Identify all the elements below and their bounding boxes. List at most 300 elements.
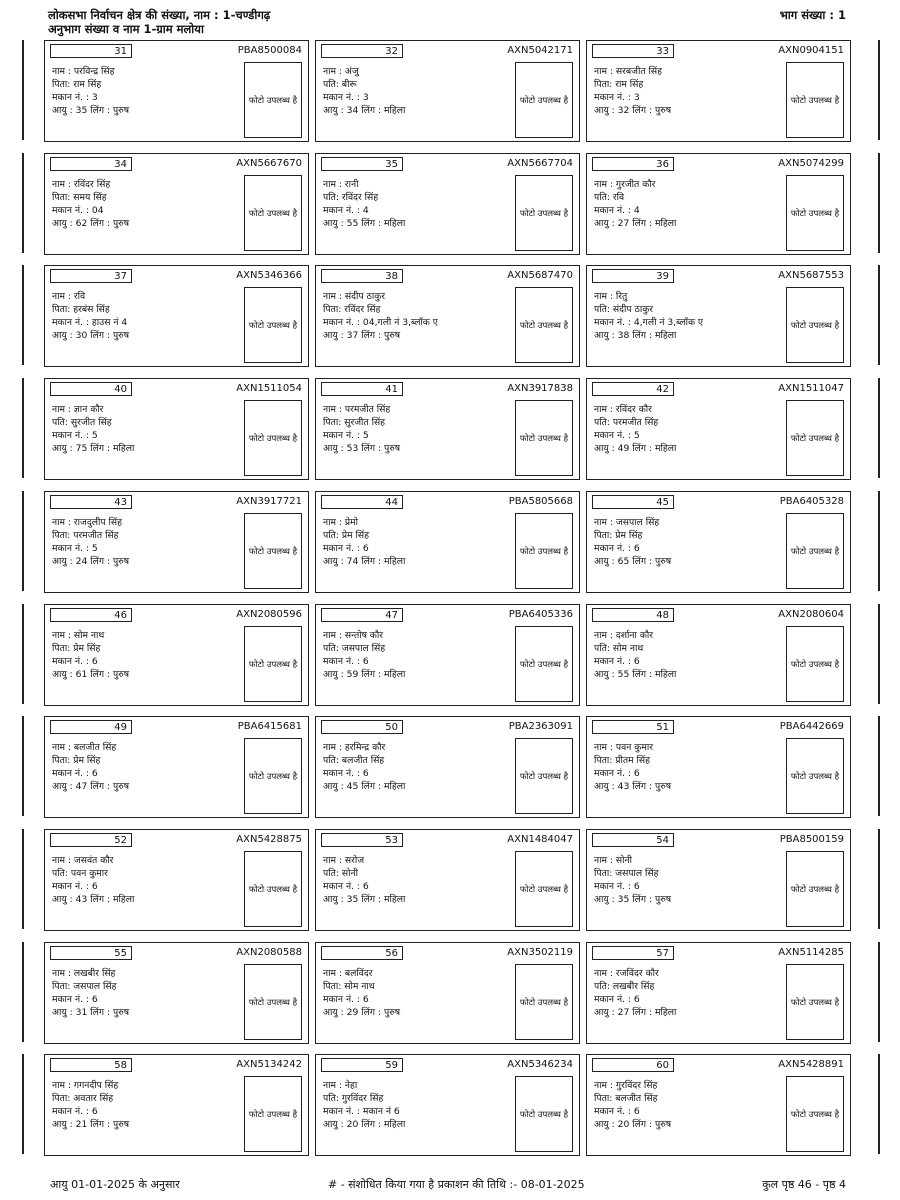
- voter-details: [594, 65, 671, 117]
- voter-name: राजदुलीप सिंह: [73, 517, 122, 528]
- relative-name: बीरू: [341, 79, 357, 90]
- age-gender-line: आयु : 34 लिंग : महिला: [323, 105, 406, 116]
- gender: पुरुष: [113, 669, 130, 680]
- age: 62: [75, 218, 88, 229]
- row-edge-mark: [878, 153, 880, 253]
- relation-type: पिता: [52, 643, 68, 654]
- serial-number: 57: [592, 946, 674, 960]
- gender: पुरुष: [655, 1119, 672, 1130]
- age-gender-line: आयु : 43 लिंग : पुरुष: [594, 781, 672, 792]
- voter-name-line: नाम : गुरविंदर सिंह: [594, 1080, 658, 1091]
- age-gender-line: आयु : 32 लिंग : पुरुष: [594, 105, 672, 116]
- house-line: मकान नं. : 6: [52, 881, 98, 892]
- serial-number: 53: [321, 833, 403, 847]
- relative-name: सोम नाथ: [612, 643, 644, 654]
- voter-name-line: नाम : बलजीत सिंह: [52, 742, 117, 753]
- house-number: 6: [91, 1106, 98, 1117]
- age: 35: [617, 894, 630, 905]
- relation-type: पिता: [594, 530, 610, 541]
- photo-placeholder: फोटो उपलब्ध है: [244, 964, 302, 1040]
- voter-card: [586, 491, 851, 593]
- relation-type: पति: [52, 868, 65, 879]
- voter-details: [323, 1079, 405, 1131]
- voter-card: [586, 716, 851, 818]
- relation-type: पति: [594, 981, 607, 992]
- relative-name: सुरजीत सिंह: [70, 417, 112, 428]
- house-line: मकान नं. : 6: [323, 543, 369, 554]
- epic-number: PBA6405336: [508, 609, 573, 620]
- voter-details: [52, 178, 129, 230]
- house-number: 6: [633, 881, 640, 892]
- relative-name: प्रेम सिंह: [73, 643, 101, 654]
- row-edge-mark: [22, 716, 24, 816]
- voter-name: दर्शाना कौर: [615, 630, 654, 641]
- photo-placeholder: फोटो उपलब्ध है: [244, 400, 302, 476]
- relative-line: पति: परमजीत सिंह: [594, 417, 659, 428]
- row-edge-mark: [22, 942, 24, 1042]
- voter-name: रानी: [344, 179, 359, 190]
- relative-line: पिता: जसपाल सिंह: [52, 981, 117, 992]
- photo-placeholder: फोटो उपलब्ध है: [515, 400, 573, 476]
- voter-details: [323, 629, 405, 681]
- voter-details: [52, 967, 129, 1019]
- relative-name: जसपाल सिंह: [73, 981, 117, 992]
- age: 55: [617, 669, 630, 680]
- section-title: अनुभाग संख्या व नाम 1-ग्राम मलोया: [48, 22, 204, 36]
- photo-placeholder: फोटो उपलब्ध है: [244, 851, 302, 927]
- voter-name: पवन कुमार: [615, 742, 653, 753]
- age: 27: [617, 218, 630, 229]
- house-line: मकान नं. : 04,गली नं 3,ब्लॉक ए: [323, 317, 438, 328]
- voter-name-line: नाम : गुरजीत कौर: [594, 179, 656, 190]
- voter-name-line: नाम : रविंदर सिंह: [52, 179, 111, 190]
- relation-type: पति: [52, 417, 65, 428]
- house-number: 3: [633, 92, 640, 103]
- house-line: मकान नं. : 6: [594, 994, 640, 1005]
- house-number: 6: [362, 543, 369, 554]
- serial-number: 33: [592, 44, 674, 58]
- epic-number: AXN5687470: [507, 270, 573, 281]
- voter-details: [594, 1079, 671, 1131]
- voter-details: [323, 967, 400, 1019]
- house-line: मकान नं. : 04: [52, 205, 104, 216]
- voter-card: [44, 604, 309, 706]
- epic-number: AXN5134242: [236, 1059, 302, 1070]
- voter-name-line: नाम : रजविंदर कौर: [594, 968, 659, 979]
- age-gender-line: आयु : 43 लिंग : महिला: [52, 894, 135, 905]
- voter-details: [52, 290, 129, 342]
- relation-type: पिता: [52, 1093, 68, 1104]
- voter-card: [586, 1054, 851, 1156]
- house-number: 6: [633, 994, 640, 1005]
- gender: महिला: [384, 105, 406, 116]
- age-gender-line: आयु : 61 लिंग : पुरुष: [52, 669, 130, 680]
- relative-line: पति: सुरजीत सिंह: [52, 417, 112, 428]
- photo-placeholder: फोटो उपलब्ध है: [244, 1076, 302, 1152]
- revision-note: # - संशोधित किया गया है प्रकाशन की तिथि :- 08-01-2025: [328, 1178, 585, 1191]
- relation-type: पिता: [594, 868, 610, 879]
- voter-card: [315, 942, 580, 1044]
- photo-placeholder: फोटो उपलब्ध है: [515, 626, 573, 702]
- voter-details: [594, 178, 676, 230]
- relation-type: पिता: [323, 417, 339, 428]
- row-edge-mark: [878, 265, 880, 365]
- age: 61: [75, 669, 88, 680]
- relation-type: पति: [323, 643, 336, 654]
- serial-number: 58: [50, 1058, 132, 1072]
- voter-name-line: नाम : परविन्द्र सिंह: [52, 66, 115, 77]
- photo-placeholder: फोटो उपलब्ध है: [515, 287, 573, 363]
- voter-name-line: नाम : प्रेमो: [323, 517, 359, 528]
- house-number: 6: [362, 881, 369, 892]
- voter-details: [323, 516, 405, 568]
- relative-name: प्रीतम सिंह: [615, 755, 650, 766]
- house-line: मकान नं. : 5: [52, 430, 98, 441]
- serial-number: 49: [50, 720, 132, 734]
- voter-name: सोनी: [615, 855, 632, 866]
- age: 30: [75, 330, 88, 341]
- row-edge-mark: [22, 378, 24, 478]
- serial-number: 44: [321, 495, 403, 509]
- relative-line: पिता: सोम नाथ: [323, 981, 375, 992]
- relative-line: पति: सोम नाथ: [594, 643, 644, 654]
- relation-type: पिता: [52, 755, 68, 766]
- photo-placeholder: फोटो उपलब्ध है: [515, 62, 573, 138]
- voter-name: ज्ञान कौर: [73, 404, 104, 415]
- epic-number: AXN5114285: [778, 947, 844, 958]
- photo-placeholder: फोटो उपलब्ध है: [515, 1076, 573, 1152]
- house-number: 3: [362, 92, 369, 103]
- serial-number: 35: [321, 157, 403, 171]
- house-number: 3: [91, 92, 98, 103]
- voter-name: संदीप ठाकुर: [344, 291, 386, 302]
- row-edge-mark: [878, 604, 880, 704]
- age-gender-line: आयु : 55 लिंग : महिला: [594, 669, 677, 680]
- serial-number: 60: [592, 1058, 674, 1072]
- voter-name-line: नाम : राजदुलीप सिंह: [52, 517, 122, 528]
- voter-name: परमजीत सिंह: [344, 404, 391, 415]
- photo-placeholder: फोटो उपलब्ध है: [515, 513, 573, 589]
- voter-card: [44, 716, 309, 818]
- age: 21: [75, 1119, 88, 1130]
- gender: पुरुष: [655, 894, 672, 905]
- photo-placeholder: फोटो उपलब्ध है: [244, 738, 302, 814]
- house-line: मकान नं. : 6: [594, 768, 640, 779]
- relative-line: पिता: प्रेम सिंह: [52, 643, 101, 654]
- photo-placeholder: फोटो उपलब्ध है: [786, 1076, 844, 1152]
- house-line: मकान नं. : 6: [52, 656, 98, 667]
- epic-number: PBA6442669: [779, 721, 844, 732]
- age-gender-line: आयु : 20 लिंग : पुरुष: [594, 1119, 672, 1130]
- relative-line: पति: लखबीर सिंह: [594, 981, 655, 992]
- age-gender-line: आयु : 53 लिंग : पुरुष: [323, 443, 401, 454]
- house-line: मकान नं. : 4: [594, 205, 640, 216]
- relative-name: सुरजीत सिंह: [344, 417, 386, 428]
- age-gender-line: आयु : 75 लिंग : महिला: [52, 443, 135, 454]
- serial-number: 40: [50, 382, 132, 396]
- relative-line: पति: बीरू: [323, 79, 357, 90]
- epic-number: AXN3502119: [507, 947, 573, 958]
- page-count: कुल पृष्ठ 46 - पृष्ठ 4: [762, 1178, 846, 1191]
- document-header: [48, 8, 270, 36]
- serial-number: 50: [321, 720, 403, 734]
- voter-details: [594, 403, 676, 455]
- gender: महिला: [655, 669, 677, 680]
- relative-name: जसपाल सिंह: [615, 868, 659, 879]
- epic-number: AXN5667704: [507, 158, 573, 169]
- house-line: मकान नं. : 6: [52, 994, 98, 1005]
- house-number: 6: [633, 656, 640, 667]
- gender: महिला: [384, 218, 406, 229]
- house-number: 5: [91, 430, 98, 441]
- row-edge-mark: [22, 491, 24, 591]
- voter-details: [52, 629, 129, 681]
- serial-number: 52: [50, 833, 132, 847]
- voter-name: रविंदर कौर: [615, 404, 652, 415]
- epic-number: AXN5074299: [778, 158, 844, 169]
- epic-number: AXN2080604: [778, 609, 844, 620]
- house-number: 4: [633, 205, 640, 216]
- relation-type: पिता: [594, 79, 610, 90]
- relative-line: पिता: जसपाल सिंह: [594, 868, 659, 879]
- relative-name: बलजीत सिंह: [341, 755, 385, 766]
- gender: पुरुष: [113, 218, 130, 229]
- voter-name-line: नाम : दर्शाना कौर: [594, 630, 654, 641]
- voter-details: [323, 854, 405, 906]
- voter-name-line: नाम : बलविंदर: [323, 968, 373, 979]
- house-line: मकान नं. : 6: [323, 881, 369, 892]
- house-line: मकान नं. : हाउस नं 4: [52, 317, 128, 328]
- voter-details: [594, 854, 671, 906]
- relative-name: हरबंस सिंह: [73, 304, 110, 315]
- gender: महिला: [113, 894, 135, 905]
- house-line: मकान नं. : 6: [323, 994, 369, 1005]
- serial-number: 38: [321, 269, 403, 283]
- relative-name: जसपाल सिंह: [341, 643, 386, 654]
- relative-name: गुरविंदर सिंह: [341, 1093, 384, 1104]
- epic-number: AXN5428891: [778, 1059, 844, 1070]
- row-edge-mark: [22, 40, 24, 140]
- house-line: मकान नं. : 5: [323, 430, 369, 441]
- row-edge-mark: [878, 716, 880, 816]
- relation-type: पिता: [52, 192, 68, 203]
- relative-line: पिता: प्रेम सिंह: [594, 530, 643, 541]
- relative-line: पति: पवन कुमार: [52, 868, 108, 879]
- relative-line: पिता: प्रेम सिंह: [52, 755, 101, 766]
- voter-name-line: नाम : रितु: [594, 291, 628, 302]
- age: 45: [346, 781, 359, 792]
- photo-placeholder: फोटो उपलब्ध है: [244, 513, 302, 589]
- voter-name: नेहा: [344, 1080, 358, 1091]
- age: 20: [617, 1119, 630, 1130]
- voter-name-line: नाम : जसपाल सिंह: [594, 517, 660, 528]
- voter-name: लखबीर सिंह: [73, 968, 116, 979]
- epic-number: AXN3917721: [236, 496, 302, 507]
- row-edge-mark: [878, 491, 880, 591]
- house-line: मकान नं. : 6: [594, 656, 640, 667]
- house-line: मकान नं. : 3: [594, 92, 640, 103]
- relation-type: पति: [323, 868, 336, 879]
- voter-name: सन्तोष कौर: [344, 630, 384, 641]
- voter-card: [44, 1054, 309, 1156]
- voter-details: [323, 290, 438, 342]
- epic-number: AXN1484047: [507, 834, 573, 845]
- voter-name-line: नाम : सरोज: [323, 855, 365, 866]
- voter-name-line: नाम : पवन कुमार: [594, 742, 653, 753]
- voter-card: [586, 40, 851, 142]
- voter-details: [323, 178, 405, 230]
- voter-card: [44, 378, 309, 480]
- epic-number: PBA8500159: [779, 834, 844, 845]
- epic-number: AXN5346366: [236, 270, 302, 281]
- serial-number: 56: [321, 946, 403, 960]
- voter-card: [44, 40, 309, 142]
- gender: पुरुष: [113, 556, 130, 567]
- voter-name: प्रेमो: [344, 517, 359, 528]
- voter-details: [594, 290, 703, 342]
- voter-details: [52, 854, 134, 906]
- relative-line: पिता: बलजीत सिंह: [594, 1093, 658, 1104]
- voter-name-line: नाम : सरबजीत सिंह: [594, 66, 662, 77]
- house-line: मकान नं. : 6: [323, 656, 369, 667]
- house-number: 6: [362, 656, 369, 667]
- relative-line: पति: सोनी: [323, 868, 358, 879]
- relative-line: पिता: प्रीतम सिंह: [594, 755, 650, 766]
- gender: महिला: [384, 669, 406, 680]
- relative-line: पिता: अवतार सिंह: [52, 1093, 114, 1104]
- voter-details: [52, 65, 129, 117]
- epic-number: AXN2080596: [236, 609, 302, 620]
- age-basis-note: आयु 01-01-2025 के अनुसार: [50, 1178, 180, 1191]
- gender: पुरुष: [384, 443, 401, 454]
- epic-number: AXN1511054: [236, 383, 302, 394]
- photo-placeholder: फोटो उपलब्ध है: [786, 62, 844, 138]
- row-edge-mark: [22, 153, 24, 253]
- age-gender-line: आयु : 20 लिंग : महिला: [323, 1119, 406, 1130]
- voter-card: [44, 942, 309, 1044]
- relation-type: पति: [323, 79, 336, 90]
- house-number: 04: [91, 205, 104, 216]
- age-gender-line: आयु : 27 लिंग : महिला: [594, 218, 677, 229]
- voter-card: [586, 153, 851, 255]
- epic-number: AXN3917838: [507, 383, 573, 394]
- photo-placeholder: फोटो उपलब्ध है: [244, 287, 302, 363]
- voter-card: [44, 153, 309, 255]
- voter-name: गगनदीप सिंह: [73, 1080, 119, 1091]
- voter-card: [315, 491, 580, 593]
- row-edge-mark: [878, 378, 880, 478]
- voter-card: [44, 491, 309, 593]
- age: 55: [346, 218, 359, 229]
- voter-name-line: नाम : सोनी: [594, 855, 632, 866]
- photo-placeholder: फोटो उपलब्ध है: [515, 851, 573, 927]
- voter-name-line: नाम : ज्ञान कौर: [52, 404, 104, 415]
- house-line: मकान नं. : 6: [594, 1106, 640, 1117]
- voter-card: [315, 265, 580, 367]
- epic-number: PBA8500084: [237, 45, 302, 56]
- serial-number: 41: [321, 382, 403, 396]
- voter-name: सोम नाथ: [73, 630, 105, 641]
- house-number: 6: [362, 768, 369, 779]
- age-gender-line: आयु : 59 लिंग : महिला: [323, 669, 406, 680]
- voter-details: [594, 516, 671, 568]
- photo-placeholder: फोटो उपलब्ध है: [515, 175, 573, 251]
- age-gender-line: आयु : 55 लिंग : महिला: [323, 218, 406, 229]
- gender: महिला: [384, 556, 406, 567]
- photo-placeholder: फोटो उपलब्ध है: [786, 175, 844, 251]
- constituency-title: लोकसभा निर्वाचन क्षेत्र की संख्या, नाम : 1-चण्डीगढ़: [48, 8, 271, 22]
- voter-name: रवि: [73, 291, 86, 302]
- epic-number: AXN0904151: [778, 45, 844, 56]
- relation-type: पिता: [323, 304, 339, 315]
- relative-line: पिता: रविंदर सिंह: [323, 304, 381, 315]
- photo-placeholder: फोटो उपलब्ध है: [515, 738, 573, 814]
- relation-type: पिता: [52, 304, 68, 315]
- age: 29: [346, 1007, 359, 1018]
- age-gender-line: आयु : 27 लिंग : महिला: [594, 1007, 677, 1018]
- house-line: मकान नं. : 5: [594, 430, 640, 441]
- photo-placeholder: फोटो उपलब्ध है: [244, 175, 302, 251]
- house-line: मकान नं. : 6: [594, 543, 640, 554]
- voter-name: बलजीत सिंह: [73, 742, 117, 753]
- age-gender-line: आयु : 30 लिंग : पुरुष: [52, 330, 130, 341]
- voter-card: [315, 604, 580, 706]
- age: 38: [617, 330, 630, 341]
- relative-line: पिता: राम सिंह: [594, 79, 644, 90]
- gender: महिला: [384, 781, 406, 792]
- voter-name-line: नाम : अंजु: [323, 66, 359, 77]
- age-gender-line: आयु : 31 लिंग : पुरुष: [52, 1007, 130, 1018]
- voter-name: बलविंदर: [344, 968, 373, 979]
- relative-line: पति: बलजीत सिंह: [323, 755, 385, 766]
- voter-card: [44, 265, 309, 367]
- row-edge-mark: [22, 1054, 24, 1154]
- part-number: भाग संख्या : 1: [779, 8, 846, 22]
- serial-number: 54: [592, 833, 674, 847]
- relative-name: समय सिंह: [73, 192, 107, 203]
- relative-name: सोनी: [341, 868, 358, 879]
- relation-type: पति: [323, 755, 336, 766]
- relation-type: पिता: [594, 1093, 610, 1104]
- age: 74: [346, 556, 359, 567]
- voter-name: सरोज: [344, 855, 365, 866]
- relative-name: रविंदर सिंह: [341, 192, 379, 203]
- age-gender-line: आयु : 45 लिंग : महिला: [323, 781, 406, 792]
- relative-name: अवतार सिंह: [73, 1093, 114, 1104]
- relative-name: लखबीर सिंह: [612, 981, 655, 992]
- epic-number: AXN2080588: [236, 947, 302, 958]
- voter-card: [586, 265, 851, 367]
- age-gender-line: आयु : 29 लिंग : पुरुष: [323, 1007, 401, 1018]
- relative-line: पिता: राम सिंह: [52, 79, 102, 90]
- relation-type: पिता: [52, 79, 68, 90]
- relative-name: राम सिंह: [73, 79, 102, 90]
- row-edge-mark: [878, 1054, 880, 1154]
- gender: पुरुष: [113, 330, 130, 341]
- voter-name: जसपाल सिंह: [615, 517, 660, 528]
- voter-name: जसवंत कौर: [73, 855, 114, 866]
- house-number: हाउस नं 4: [91, 317, 128, 328]
- relative-name: रविंदर सिंह: [344, 304, 381, 315]
- relative-line: पति: जसपाल सिंह: [323, 643, 386, 654]
- photo-placeholder: फोटो उपलब्ध है: [786, 851, 844, 927]
- house-number: 04,गली नं 3,ब्लॉक ए: [362, 317, 438, 328]
- house-number: 4: [362, 205, 369, 216]
- gender: महिला: [655, 330, 677, 341]
- voter-card: [44, 829, 309, 931]
- voter-name: परविन्द्र सिंह: [73, 66, 115, 77]
- relative-name: सोम नाथ: [344, 981, 375, 992]
